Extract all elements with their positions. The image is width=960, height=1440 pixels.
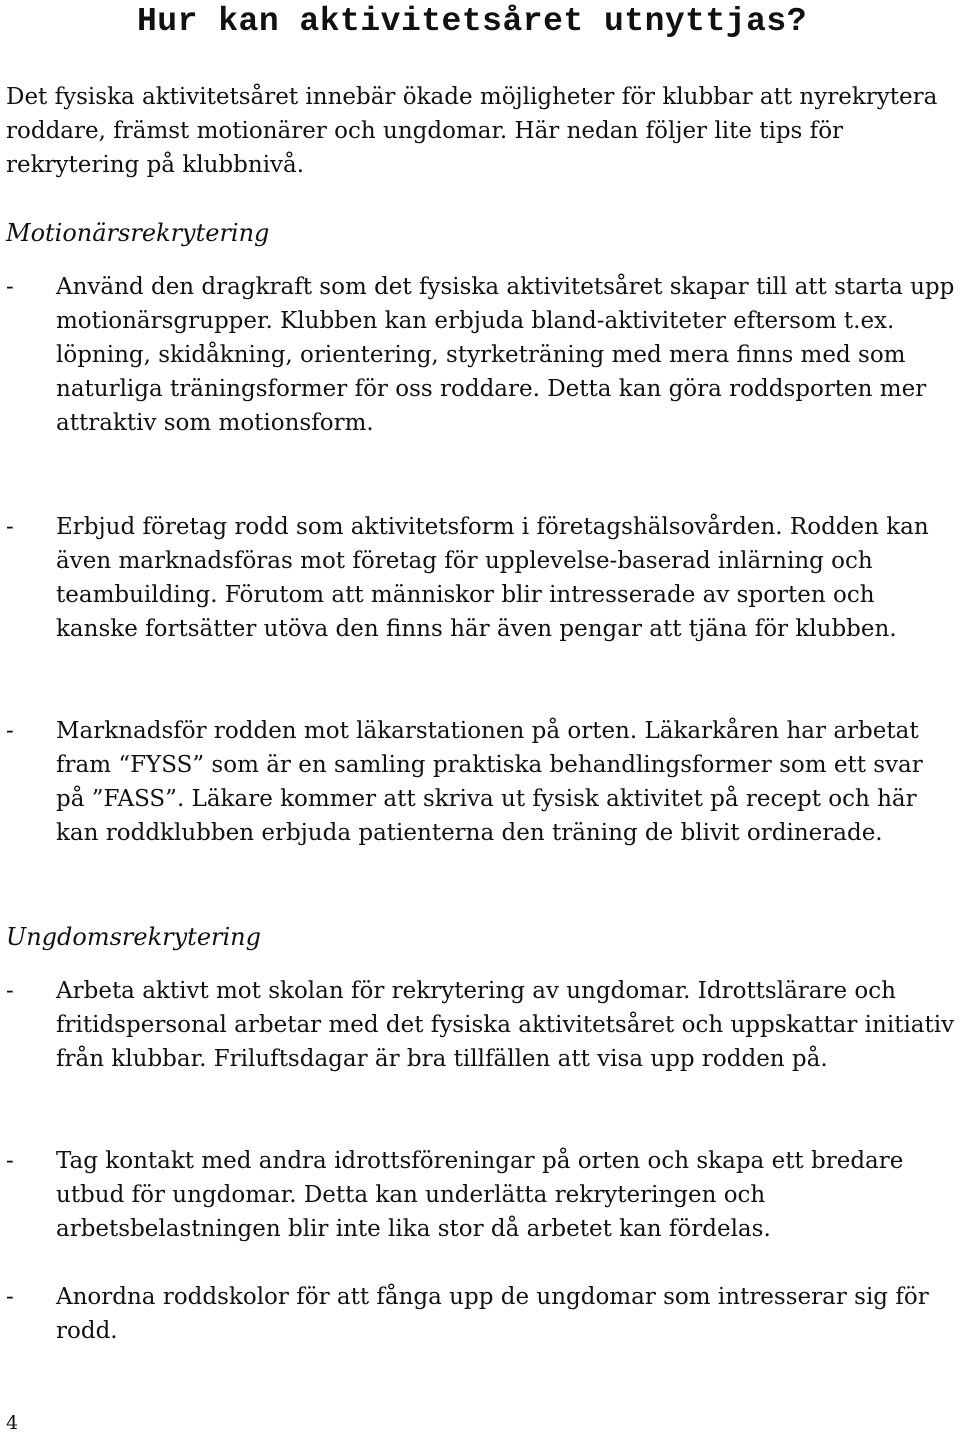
section-heading-ungdomsrekrytering: Ungdomsrekrytering bbox=[6, 923, 261, 951]
bullet-marker: - bbox=[6, 1148, 14, 1174]
list-item-text: Använd den dragkraft som det fysiska aktivitetsåret skapar till att starta upp motionärsgrupper. Klubben kan erbjuda bland-aktiviteter eftersom t.ex. löpning, skidåkning, orientering, styrketräning med mera finns med som naturliga träningsformer för oss roddare. Detta kan göra roddsporten mer attraktiv som motionsform. bbox=[56, 274, 955, 436]
bullet-marker: - bbox=[6, 718, 14, 744]
list-item bbox=[6, 270, 958, 440]
list-item bbox=[6, 510, 958, 646]
list-item-text: Tag kontakt med andra idrottsföreningar på orten och skapa ett bredare utbud för ungdomar. Detta kan underlätta rekryteringen och arbetsbelastningen blir inte lika stor då arbetet kan fördelas. bbox=[56, 1148, 904, 1242]
bullet-marker: - bbox=[6, 978, 14, 1004]
section-heading-motionarsrekrytering: Motionärsrekrytering bbox=[6, 219, 270, 247]
page-title: Hur kan aktivitetsåret utnyttjas? bbox=[137, 3, 808, 40]
list-item-text: Erbjud företag rodd som aktivitetsform i företagshälsovården. Rodden kan även marknadsföras mot företag för upplevelse-baserad inlärning och teambuilding. Förutom att människor blir intresserade av sporten och kanske fortsätter utöva den finns här även pengar att tjäna för klubben. bbox=[56, 514, 929, 642]
list-item-text: Anordna roddskolor för att fånga upp de ungdomar som intresserar sig för rodd. bbox=[56, 1284, 929, 1344]
list-item-text: Marknadsför rodden mot läkarstationen på orten. Läkarkåren har arbetat fram “FYSS” som är en samling praktiska behandlingsformer som ett svar på ”FASS”. Läkare kommer att skriva ut fysisk aktivitet på recept och här kan roddklubben erbjuda patienterna den träning de blivit ordinerade. bbox=[56, 718, 923, 846]
list-item bbox=[6, 714, 958, 850]
list-item-text: Arbeta aktivt mot skolan för rekrytering av ungdomar. Idrottslärare och fritidspersonal arbetar med det fysiska aktivitetsåret och uppskattar initiativ från klubbar. Friluftsdagar är bra tillfällen att visa upp rodden på. bbox=[56, 978, 955, 1072]
bullet-marker: - bbox=[6, 514, 14, 540]
list-item bbox=[6, 974, 958, 1076]
bullet-marker: - bbox=[6, 274, 14, 300]
intro-paragraph: Det fysiska aktivitetsåret innebär ökade möjligheter för klubbar att nyrekrytera roddare, främst motionärer och ungdomar. Här nedan följer lite tips för rekrytering på klubbnivå. bbox=[6, 84, 938, 178]
page-number: 4 bbox=[6, 1412, 19, 1434]
list-item bbox=[6, 1280, 958, 1348]
list-item bbox=[6, 1144, 958, 1246]
bullet-marker: - bbox=[6, 1284, 14, 1310]
